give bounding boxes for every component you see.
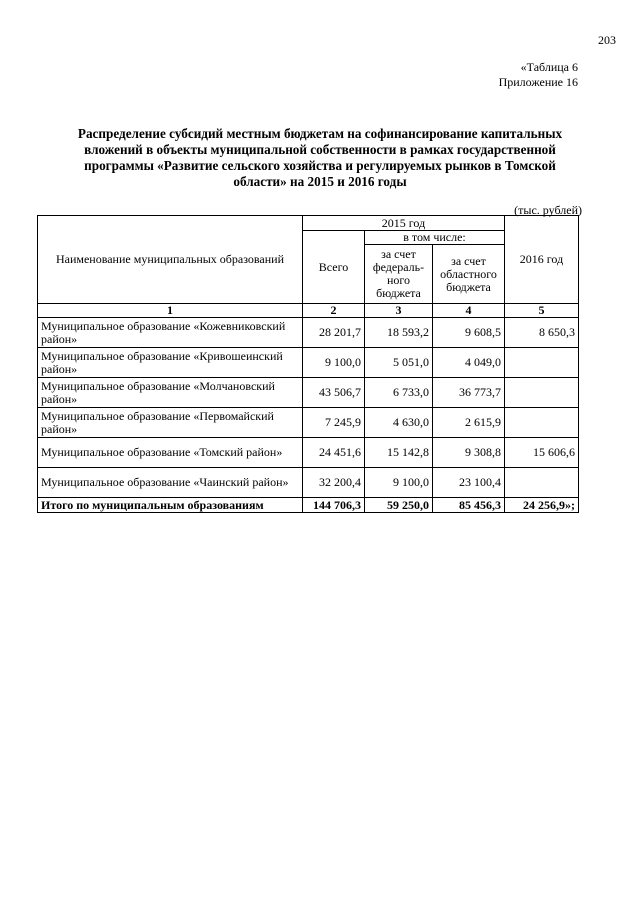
subsidy-table [37, 215, 579, 513]
total-value: 32 200,4 [303, 468, 365, 498]
total-value: 24 451,6 [303, 438, 365, 468]
value-2016 [505, 348, 579, 378]
regional-value: 23 100,4 [433, 468, 505, 498]
header-2015: 2015 год [303, 216, 505, 231]
table-row [38, 468, 579, 498]
header-total: Всего [303, 231, 365, 304]
column-number: 5 [505, 304, 579, 318]
value-2016: 8 650,3 [505, 318, 579, 348]
table-row [38, 348, 579, 378]
federal-value: 9 100,0 [365, 468, 433, 498]
header-regional: за счет областного бюджета [433, 245, 505, 304]
table-reference [499, 60, 578, 90]
municipality-name: Муниципальное образование «Кожевниковский район» [38, 318, 303, 348]
regional-value: 2 615,9 [433, 408, 505, 438]
table-row [38, 318, 579, 348]
municipality-name: Муниципальное образование «Чаинский район» [38, 468, 303, 498]
regional-value: 9 308,8 [433, 438, 505, 468]
regional-value: 36 773,7 [433, 378, 505, 408]
municipality-name: Муниципальное образование «Кривошеинский район» [38, 348, 303, 378]
total-label: Итого по муниципальным образованиям [38, 498, 303, 513]
total-row [38, 498, 579, 513]
table-row [38, 378, 579, 408]
value-2016 [505, 408, 579, 438]
total-value: 144 706,3 [303, 498, 365, 513]
title-line-3: программы «Развитие сельского хозяйства и регулируемых рынков в Томской [84, 158, 556, 173]
value-2016: 24 256,9»; [505, 498, 579, 513]
federal-value: 4 630,0 [365, 408, 433, 438]
total-value: 28 201,7 [303, 318, 365, 348]
regional-value: 4 049,0 [433, 348, 505, 378]
value-2016 [505, 378, 579, 408]
total-value: 9 100,0 [303, 348, 365, 378]
table-label: «Таблица 6 [520, 60, 578, 74]
header-including: в том числе: [365, 231, 505, 245]
table-row [38, 408, 579, 438]
header-2016: 2016 год [505, 216, 579, 304]
title-line-2: вложений в объекты муниципальной собственности в рамках государственной [84, 142, 556, 157]
header-name: Наименование муниципальных образований [38, 216, 303, 304]
federal-value: 6 733,0 [365, 378, 433, 408]
column-number: 3 [365, 304, 433, 318]
total-value: 43 506,7 [303, 378, 365, 408]
table-row [38, 438, 579, 468]
column-number: 2 [303, 304, 365, 318]
value-2016 [505, 468, 579, 498]
federal-value: 18 593,2 [365, 318, 433, 348]
title-line-1: Распределение субсидий местным бюджетам на софинансирование капитальных [77, 126, 563, 141]
page-number: 203 [598, 33, 616, 47]
municipality-name: Муниципальное образование «Первомайский район» [38, 408, 303, 438]
header-federal: за счет федераль-ного бюджета [365, 245, 433, 304]
municipality-name: Муниципальное образование «Молчановский район» [38, 378, 303, 408]
units-label: (тыс. рублей) [514, 203, 582, 217]
regional-value: 85 456,3 [433, 498, 505, 513]
column-number: 1 [38, 304, 303, 318]
title-line-4: области» на 2015 и 2016 годы [233, 174, 407, 189]
appendix-label: Приложение 16 [498, 75, 578, 89]
value-2016: 15 606,6 [505, 438, 579, 468]
total-value: 7 245,9 [303, 408, 365, 438]
federal-value: 5 051,0 [365, 348, 433, 378]
regional-value: 9 608,5 [433, 318, 505, 348]
federal-value: 15 142,8 [365, 438, 433, 468]
document-title [40, 126, 600, 190]
municipality-name: Муниципальное образование «Томский район» [38, 438, 303, 468]
column-number: 4 [433, 304, 505, 318]
federal-value: 59 250,0 [365, 498, 433, 513]
